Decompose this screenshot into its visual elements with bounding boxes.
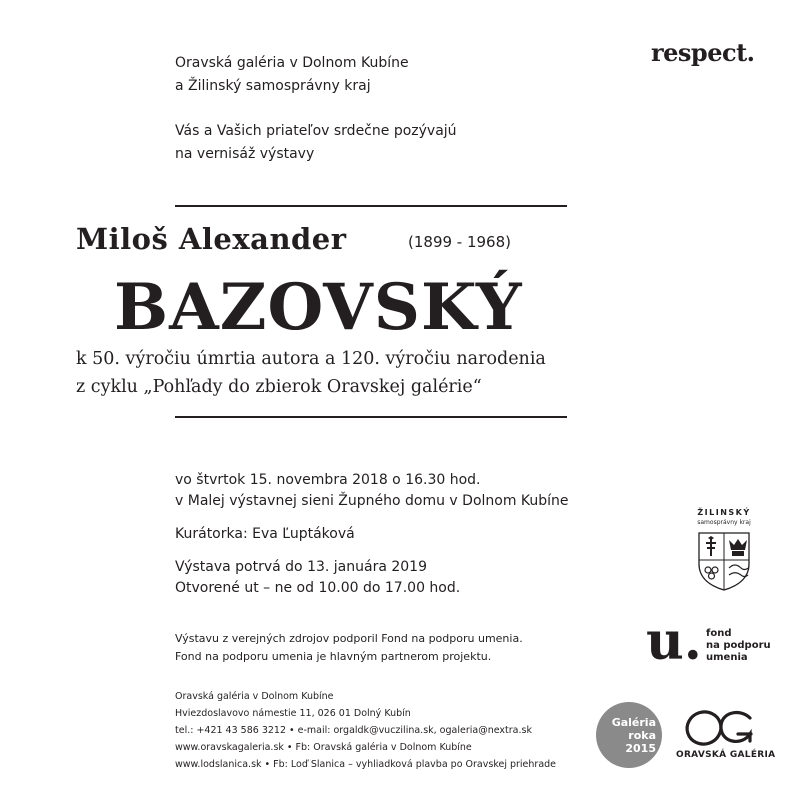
artist-years: (1899 - 1968) (408, 233, 512, 251)
subtitle-line-2: z cyklu „Pohľady do zbierok Oravskej galérie“ (76, 377, 482, 397)
bottom-divider (175, 416, 567, 418)
exhibition-subtitle (76, 345, 546, 401)
footer-website-gallery: www.oravskagaleria.sk • Fb: Oravská galéria v Dolnom Kubíne (175, 742, 472, 753)
gallery-of-the-year-badge (596, 702, 662, 768)
fpu-line-2: na podporu (706, 640, 771, 651)
organizer-line: Oravská galéria v Dolnom Kubíne (175, 55, 409, 71)
contact-footer (175, 688, 556, 773)
badge-line-2: roka (628, 729, 656, 742)
oravska-galeria-logo-text: ORAVSKÁ GALÉRIA (676, 750, 776, 760)
event-date: vo štvrtok 15. novembra 2018 o 16.30 hod. (175, 472, 481, 488)
subtitle-line-1: k 50. výročiu úmrtia autora a 120. výročiu narodenia (76, 349, 546, 369)
zsk-subtitle: samosprávny kraj (697, 519, 751, 526)
footer-org-name: Oravská galéria v Dolnom Kubíne (175, 691, 334, 702)
respect-logo: respect. (651, 38, 755, 67)
fond-na-podporu-umenia-logo-mark: u. (646, 611, 702, 672)
event-venue: v Malej výstavnej sieni Župného domu v Dolnom Kubíne (175, 493, 569, 509)
event-details (175, 470, 569, 611)
fond-na-podporu-umenia-logo-text (706, 628, 771, 664)
invitation-intro (175, 52, 457, 188)
coat-of-arms-icon (694, 530, 754, 592)
oravska-galeria-logo-icon (680, 708, 760, 750)
fpu-line-3: umenia (706, 652, 748, 663)
exhibition-end-date: Výstava potrvá do 13. januára 2019 (175, 559, 427, 575)
co-organizer-line: a Žilinský samosprávny kraj (175, 78, 371, 94)
zilinsky-kraj-logo (694, 508, 754, 592)
fpu-line-1: fond (706, 628, 732, 639)
artist-surname: BAZOVSKÝ (114, 270, 523, 345)
funding-line-1: Výstavu z verejných zdrojov podporil Fond na podporu umenia. (175, 632, 523, 645)
artist-first-name: Miloš Alexander (76, 222, 347, 256)
badge-line-3: 2015 (625, 742, 656, 755)
top-divider (175, 205, 567, 207)
opening-hours: Otvorené ut – ne od 10.00 do 17.00 hod. (175, 580, 461, 596)
funding-note (175, 630, 523, 666)
footer-address: Hviezdoslavovo námestie 11, 026 01 Dolný Kubín (175, 708, 411, 719)
invitation-line: Vás a Vašich priateľov srdečne pozývajú (175, 123, 457, 139)
funding-line-2: Fond na podporu umenia je hlavným partnerom projektu. (175, 650, 492, 663)
footer-contact: tel.: +421 43 586 3212 • e-mail: orgaldk@vuczilina.sk, ogaleria@nextra.sk (175, 725, 532, 736)
footer-website-ship: www.lodslanica.sk • Fb: Loď Slanica – vyhliadková plavba po Oravskej priehrade (175, 759, 557, 770)
curator: Kurátorka: Eva Ľuptáková (175, 526, 355, 542)
zsk-title: ŽILINSKÝ (697, 508, 751, 517)
badge-line-1: Galéria (611, 716, 656, 729)
invitation-event-line: na vernisáž výstavy (175, 146, 315, 162)
